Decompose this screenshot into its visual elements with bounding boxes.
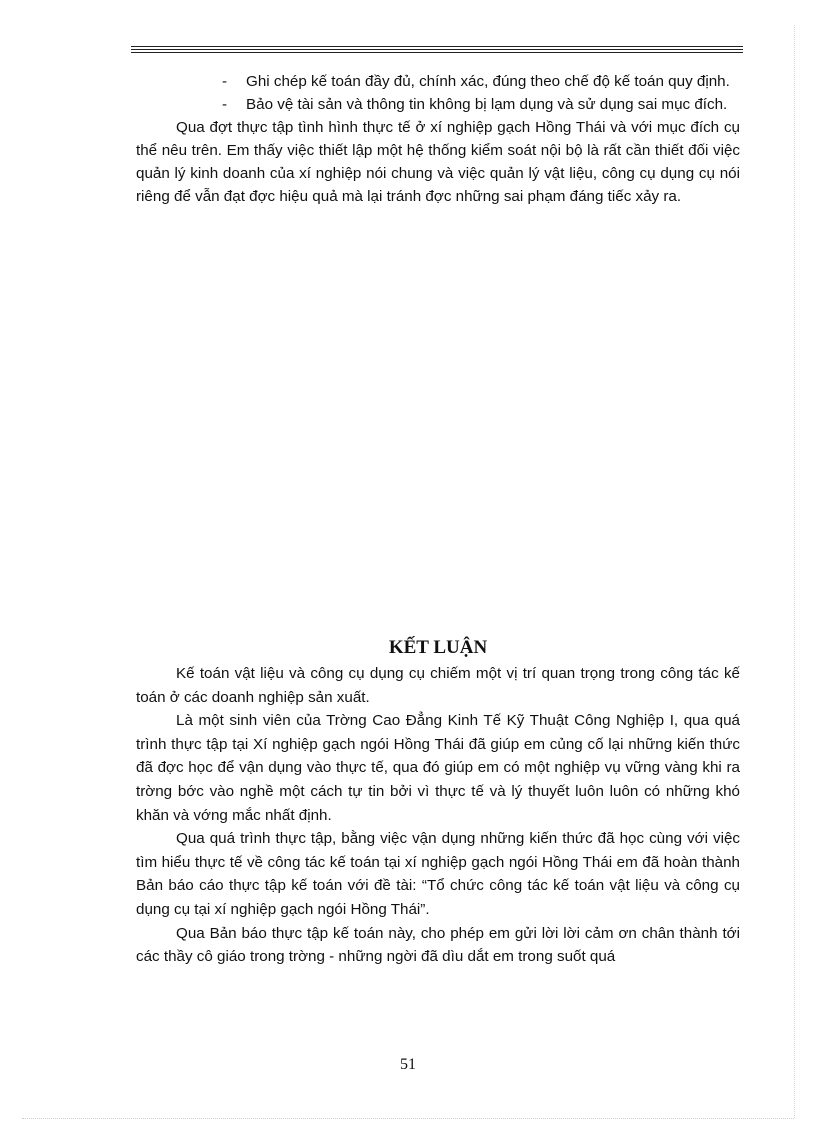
conclusion-paragraph: Qua quá trình thực tập, bằng việc vận dụng những kiến thức đã học cùng với việc tìm hiểu thực tế về công tác kế toán tại xí nghiệp gạch ngói Hồng Thái em đã hoàn thành Bản báo cáo thực tập kế toán với đề tài: “Tổ chức công tác kế toán vật liệu và công cụ dụng cụ tại xí nghiệp gạch ngói Hồng Thái”. <box>136 830 740 918</box>
page-content <box>136 70 740 969</box>
bullet-item <box>136 70 740 93</box>
bullet-text: Bảo vệ tài sản và thông tin không bị lạm dụng và sử dụng sai mục đích. <box>246 96 728 113</box>
conclusion-paragraph: Kế toán vật liệu và công cụ dụng cụ chiếm một vị trí quan trọng trong công tác kế toán ở các doanh nghiệp sản xuất. <box>136 665 740 706</box>
page-border-bottom <box>22 1118 794 1119</box>
conclusion-paragraph: Qua Bản báo thực tập kế toán này, cho phép em gửi lời lời cảm ơn chân thành tới các thầy cô giáo trong trờng - những ngời đã dìu dắt em trong suốt quá <box>136 924 740 966</box>
header-rule <box>131 46 743 47</box>
blank-space <box>136 208 740 636</box>
bullet-item <box>136 93 740 116</box>
conclusion-paragraph: Là một sinh viên của Trờng Cao Đẳng Kinh Tế Kỹ Thuật Công Nghiệp I, qua quá trình thực tập tại Xí nghiệp gạch ngói Hồng Thái đã giúp em củng cố lại những kiến thức đã đợc học để vận dụng vào thực tế, qua đó giúp em có một nghiệp vụ vững vàng khi ra trờng bớc vào nghề một cách tự tin bởi vì thực tế và lý thuyết luôn luôn có những khó khăn và vớng mắc nhất định. <box>136 712 740 824</box>
bullet-text: Ghi chép kế toán đầy đủ, chính xác, đúng theo chế độ kế toán quy định. <box>246 73 730 90</box>
bullet-marker: - <box>222 73 228 90</box>
page-border-right <box>794 25 795 1118</box>
page-number: 51 <box>400 1056 416 1073</box>
header-rule <box>131 52 743 53</box>
intro-paragraph: Qua đợt thực tập tình hình thực tế ở xí nghiệp gạch Hồng Thái và với mục đích cụ thể nêu trên. Em thấy việc thiết lập một hệ thống kiểm soát nội bộ là rất cần thiết đối việc quản lý kinh doanh của xí nghiệp nói chung và việc quản lý vật liệu, công cụ dụng cụ nói riêng để vẫn đạt đợc hiệu quả mà lại tránh đợc những sai phạm đáng tiếc xảy ra. <box>136 119 740 205</box>
section-title: KẾT LUẬN <box>388 637 488 658</box>
bullet-marker: - <box>222 96 228 113</box>
header-rule <box>131 49 743 50</box>
